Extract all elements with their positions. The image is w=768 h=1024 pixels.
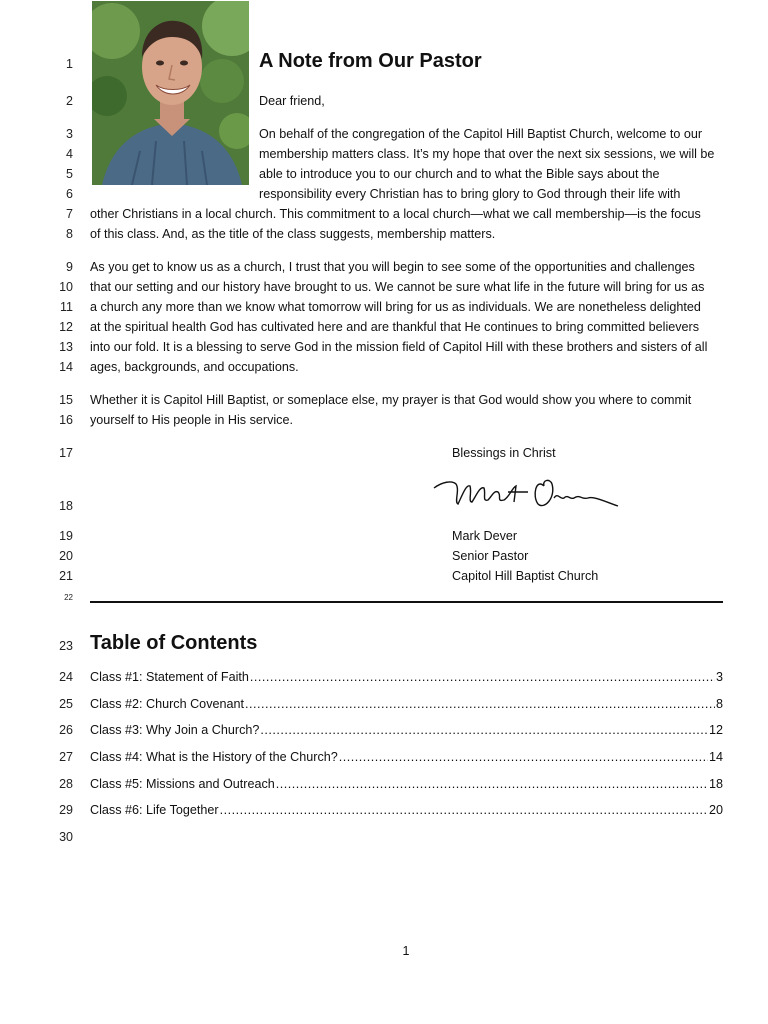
line-number: 16: [59, 413, 73, 427]
line-number: 28: [59, 777, 73, 791]
line-number: 1: [66, 57, 73, 71]
paragraph-line: Whether it is Capitol Hill Baptist, or someplace else, my prayer is that God would show you where to commit: [90, 393, 692, 407]
closing: Blessings in Christ: [452, 446, 556, 460]
line-number: 8: [66, 227, 73, 241]
signer-name: Mark Dever: [452, 529, 518, 543]
line-number: 6: [66, 187, 73, 201]
line-number: 22: [64, 593, 73, 602]
paragraph-line: membership matters class. It’s my hope that over the next six sessions, we will be: [259, 147, 715, 161]
toc-title: Table of Contents: [90, 632, 258, 654]
line-number: 24: [59, 670, 73, 684]
toc-entry-label: Class #2: Church Covenant: [90, 697, 245, 711]
toc-entry[interactable]: [90, 720, 723, 740]
line-number: 14: [59, 360, 73, 374]
toc-leader-dots: [339, 747, 708, 767]
toc-entry-page: 8: [715, 697, 723, 711]
line-number: 9: [66, 260, 73, 274]
toc-leader-dots: [276, 774, 708, 794]
paragraph-line: On behalf of the congregation of the Capitol Hill Baptist Church, welcome to our: [259, 127, 703, 141]
toc-entry-page: 3: [715, 670, 723, 684]
line-number: 4: [66, 147, 73, 161]
toc-entry[interactable]: [90, 694, 723, 714]
toc-entry-page: 18: [708, 777, 723, 791]
paragraph-line: As you get to know us as a church, I trust that you will begin to see some of the opportunities and challenges: [90, 260, 695, 274]
line-number: 3: [66, 127, 73, 141]
paragraph-line: into our fold. It is a blessing to serve God in the mission field of Capitol Hill with these brothers and sisters of all: [90, 340, 708, 354]
toc-entry-page: 20: [708, 803, 723, 817]
pastor-photo: [92, 1, 249, 185]
line-number: 13: [59, 340, 73, 354]
line-number: 26: [59, 723, 73, 737]
toc-entry[interactable]: [90, 774, 723, 794]
greeting: Dear friend,: [259, 94, 325, 108]
paragraph-line: a church any more than we know what tomorrow will bring for us as individuals. We are nonetheless delighted: [90, 300, 701, 314]
signature-image: [432, 474, 622, 514]
toc-entry[interactable]: [90, 800, 723, 820]
signer-title: Senior Pastor: [452, 549, 529, 563]
line-number: 11: [60, 300, 73, 314]
toc-leader-dots: [250, 667, 715, 687]
line-number: 19: [59, 529, 73, 543]
paragraph-line: responsibility every Christian has to bring glory to God through their life with: [259, 187, 681, 201]
toc-entry-label: Class #4: What is the History of the Church?: [90, 750, 338, 764]
paragraph-line: other Christians in a local church. This commitment to a local church—what we call membership—is the focus: [90, 207, 701, 221]
page-number: 1: [402, 944, 410, 958]
line-number: 18: [59, 499, 73, 513]
toc-entry-label: Class #3: Why Join a Church?: [90, 723, 260, 737]
section-divider: [90, 601, 723, 603]
line-number: 29: [59, 803, 73, 817]
toc-leader-dots: [245, 694, 715, 714]
paragraph-line: ages, backgrounds, and occupations.: [90, 360, 299, 374]
toc-leader-dots: [260, 720, 708, 740]
toc-entry-page: 12: [708, 723, 723, 737]
paragraph-line: able to introduce you to our church and to what the Bible says about the: [259, 167, 660, 181]
line-number: 12: [59, 320, 73, 334]
line-number: 10: [59, 280, 73, 294]
toc-entry-page: 14: [708, 750, 723, 764]
toc-entry-label: Class #6: Life Together: [90, 803, 219, 817]
paragraph-line: that our setting and our history have brought to us. We cannot be sure what life in the future will bring for us as: [90, 280, 705, 294]
paragraph-line: at the spiritual health God has cultivated here and are thankful that He continues to bring committed believers: [90, 320, 700, 334]
letter-title: A Note from Our Pastor: [259, 50, 482, 72]
line-number: 27: [59, 750, 73, 764]
line-number: 5: [66, 167, 73, 181]
line-number: 25: [59, 697, 73, 711]
line-number: 21: [59, 569, 73, 583]
toc-entry-label: Class #1: Statement of Faith: [90, 670, 249, 684]
line-number: 15: [59, 393, 73, 407]
line-number: 20: [59, 549, 73, 563]
line-number: 23: [59, 639, 73, 653]
signer-org: Capitol Hill Baptist Church: [452, 569, 599, 583]
line-number: 17: [59, 446, 73, 460]
toc-entry[interactable]: [90, 747, 723, 767]
toc-leader-dots: [220, 800, 708, 820]
line-number: 2: [66, 94, 73, 108]
line-number: 30: [59, 830, 73, 844]
line-number: 7: [66, 207, 73, 221]
toc-entry[interactable]: [90, 667, 723, 687]
paragraph-line: yourself to His people in His service.: [90, 413, 293, 427]
toc-entry-label: Class #5: Missions and Outreach: [90, 777, 275, 791]
paragraph-line: of this class. And, as the title of the class suggests, membership matters.: [90, 227, 496, 241]
